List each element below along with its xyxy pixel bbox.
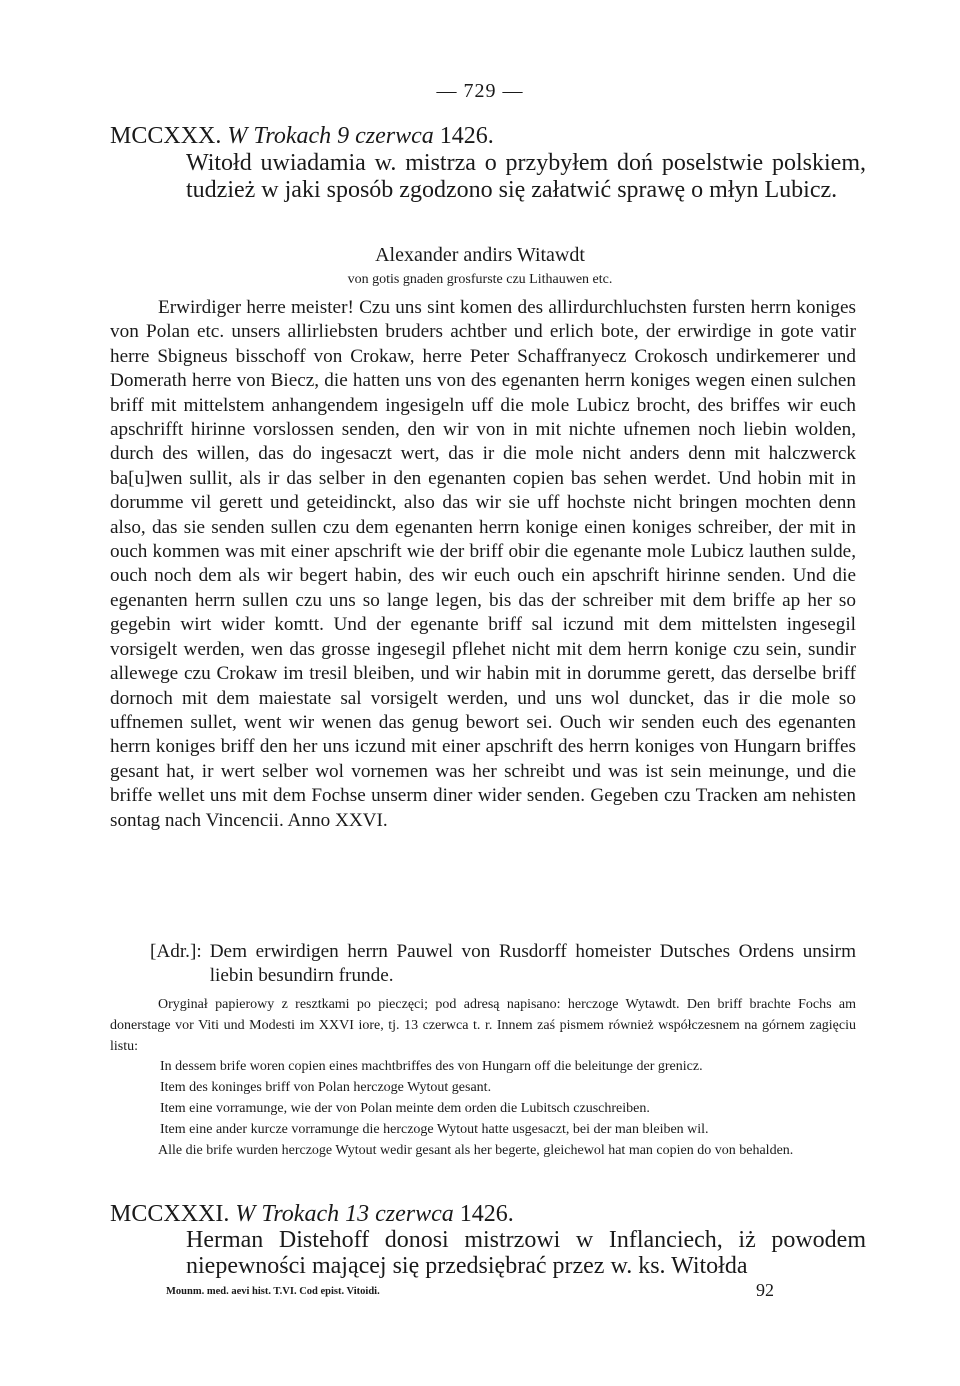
document-number: MCCXXXI. bbox=[110, 1201, 230, 1227]
document-year: 1426. bbox=[439, 123, 494, 149]
note-line: In dessem brife woren copien eines machtbriffes des von Hungarn off die beleitunge der grenicz. bbox=[160, 1059, 703, 1075]
footer-citation: Mounm. med. aevi hist. T.VI. Cod epist. Vitoidi. bbox=[166, 1286, 380, 1297]
letter-address bbox=[150, 940, 856, 989]
document-summary-1: Witołd uwiadamia w. mistrza o przybyłem doń poselstwie polskiem, tudzież w jaki sposób zgodzono się załatwić sprawę o młyn Lubicz. bbox=[186, 150, 866, 203]
letter-sender: Alexander andirs Witawdt bbox=[375, 244, 585, 266]
document-year: 1426. bbox=[459, 1201, 514, 1227]
letter-sender-title: von gotis gnaden grosfurste czu Lithauwen etc. bbox=[347, 272, 613, 287]
signature-mark: 92 bbox=[756, 1280, 774, 1300]
document-place-date: W Trokach 13 czerwca bbox=[235, 1201, 454, 1227]
letter-body-paragraph: Erwirdiger herre meister! Czu uns sint komen des allirdurchluchsten fursten herrn koniges von Polan etc. unsers allirliebsten bruders achtber und erlich bote, der erwirdige in gote vatir herre Sbigneus bisschoff von Crokaw, herre Peter Schaffranyecz Crokosch undirkemerer und Domerath herre von Biecz, die hatten uns von des egenanten herrn koniges wegen einen sulchen briff mit mittelstem anhangendem ingesigeln uff die mole Lubicz brocht, des briffes wir euch apschrifft hirinne vorslossen senden, den wir von in mit nichte ufnemen noch liebin wolden, durch des willen, das do ingesaczt wert, das ir die mole nicht anders denn mit halczwerck ba[u]wen sullit, als ir das selber in den egenanten copien bas sehen werdet. Und hobin mit in dorumme vil gerett und geteidinckt, also das wir sie uff hochste nicht bringen mochten denn also, das sie senden sullen czu dem egenanten herrn konige einen koniges schreiber, der mit in ouch kommen was mit einer apschrift wie der briff obir die egenante mole Lubicz lauthen sulde, ouch noch dem als wir begert habin, des wir euch ouch ein apschrift hirinne senden. Und die egenanten herrn sullen czu uns so lange legen, bis das der schreiber mit dem briffe ap her so gegebin wirt wider komtt. Und der egenante briff sal iczund mit dem mittelsten ingesegil vorsigelt werden, wen das grosse ingesegil pflehet nicht mit dem herrn konige czu sein, sundir allewege czu Crokaw im tresil bleiben, und wir habin mit in dorumme gerett, das derselbe briff dornoch mit dem maiestate sal vorsigelt werden, und uns wol duncket, das ir die mole so uffnemen sullet, went wir wenen das genug bewort sei. Ouch wir senden euch des egenanten herrn koniges briff den her uns iczund mit einer apschrift des herrn koniges von Hungarn briffes gesant hat, ir wert selber wol vornemen was her schreibt und was ist sein meinunge, und die briffe wellet uns mit dem Fochse unserm diner wider senden. Gegeben czu Tracken am nehisten sontag nach Vincencii. Anno XXVI. bbox=[110, 297, 856, 831]
address-label: [Adr.]: bbox=[150, 941, 202, 962]
document-heading-2 bbox=[110, 1200, 870, 1228]
editorial-notes bbox=[110, 995, 856, 1161]
note-line: Item des koninges briff von Polan herczoge Wytout gesant. bbox=[160, 1080, 492, 1096]
letter-body bbox=[110, 296, 856, 833]
page-number: — 729 — bbox=[436, 80, 524, 102]
note-line: Item eine ander kurcze vorramunge die herczoge Wytout hatte usgesaczt, bei der man bleiben wil. bbox=[160, 1121, 709, 1137]
note-intro: Oryginał papierowy z resztkami po pieczęci; pod adresą napisano: herczoge Wytawdt. Den briff brachte Fochs am donerstage vor Viti und Modesti im XXVI iore, tj. 13 czerwca t. r. Innem zaś pismem również współczesnem na górnem zagięciu listu: bbox=[110, 997, 856, 1054]
note-end: Alle die brife wurden herczoge Wytout wedir gesant als her begerte, gleichewol hat man copien do von behalden. bbox=[158, 1142, 794, 1158]
document-heading-1 bbox=[110, 122, 870, 150]
address-text: Dem erwirdigen herrn Pauwel von Rusdorff homeister Dutsches Ordens unsirm liebin besundirn frunde. bbox=[209, 941, 856, 987]
document-summary-2: Herman Distehoff donosi mistrzowi w Inflanciech, iż powodem niepewności mającej się przedsiębrać przez w. ks. Witołda bbox=[186, 1227, 866, 1279]
document-place-date: W Trokach 9 czerwca bbox=[227, 123, 434, 149]
note-line: Item eine vorramunge, wie der von Polan meinte dem orden die Lubitsch czuschreiben. bbox=[160, 1100, 650, 1116]
document-number: MCCXXX. bbox=[110, 123, 222, 149]
